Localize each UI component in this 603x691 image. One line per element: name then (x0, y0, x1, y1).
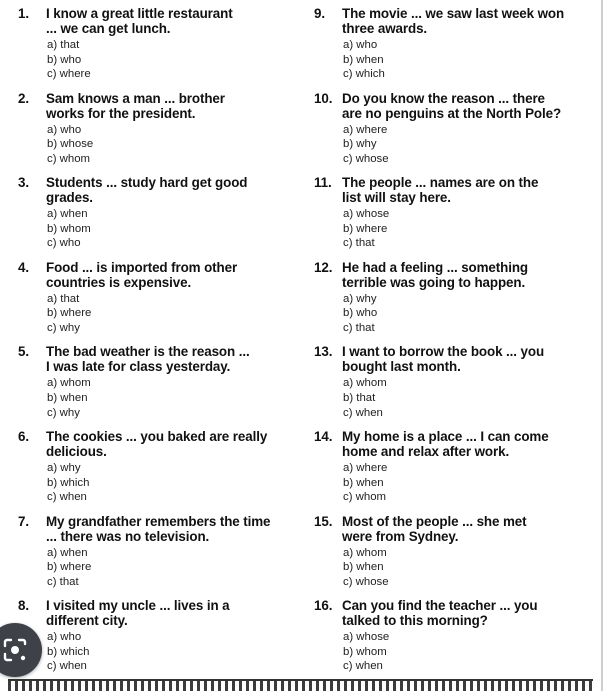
question-number: 3. (18, 175, 29, 191)
question-text-line: The movie ... we saw last week won (342, 6, 565, 21)
question-text-line: He had a feeling ... something (342, 259, 528, 275)
question-number: 6. (18, 428, 29, 444)
options-list (314, 461, 599, 505)
option-b: b) why (343, 138, 377, 151)
question-text-line: grades. (46, 190, 93, 206)
question-text-line: Sam knows a man ... brother (46, 90, 225, 106)
options-list (18, 376, 303, 420)
question-text-line: were from Sydney. (342, 528, 459, 544)
option-c: c) whom (47, 152, 91, 165)
option-c: c) whose (343, 152, 389, 165)
question-number: 8. (18, 598, 29, 614)
options-list (314, 38, 599, 82)
question-3 (18, 175, 303, 260)
question-number: 12. (314, 259, 333, 275)
options-list (18, 630, 303, 674)
question-number: 13. (314, 344, 333, 360)
question-text-line: different city. (46, 613, 128, 629)
option-b: b) that (343, 391, 376, 404)
option-c: c) when (47, 660, 87, 673)
question-11 (314, 175, 599, 260)
option-b: b) which (47, 476, 90, 489)
question-text-line: My grandfather remembers the time (46, 513, 271, 529)
question-1 (18, 6, 303, 91)
option-b: b) where (47, 561, 92, 574)
question-text-line: terrible was going to happen. (342, 274, 526, 290)
option-b: b) whose (47, 138, 94, 151)
option-b: b) whom (343, 645, 387, 658)
question-text-line: Do you know the reason ... there (342, 90, 545, 106)
option-a: a) when (47, 208, 88, 221)
question-number: 4. (18, 259, 29, 275)
question-text-line: countries is expensive. (46, 274, 192, 290)
question-text-line: The people ... names are on the (342, 175, 539, 191)
option-a: a) when (47, 546, 88, 559)
question-text-line: delicious. (46, 443, 107, 459)
question-text-line: I was late for class yesterday. (46, 359, 231, 375)
right-column (314, 6, 599, 683)
question-number: 14. (314, 428, 333, 444)
question-12 (314, 260, 599, 345)
option-a: a) whom (343, 377, 387, 390)
option-c: c) when (47, 491, 87, 504)
option-a: a) whom (47, 377, 91, 390)
option-a: a) whose (343, 208, 390, 221)
question-14 (314, 429, 599, 514)
question-2 (18, 91, 303, 176)
option-b: b) when (343, 53, 384, 66)
question-text-line: The cookies ... you baked are really (46, 428, 268, 444)
question-number: 15. (314, 513, 333, 529)
question-text-line: ... we can get lunch. (46, 21, 171, 36)
question-text-line: are no penguins at the North Pole? (342, 105, 562, 121)
option-c: c) why (47, 321, 80, 334)
option-b: b) which (47, 645, 90, 658)
question-text-line: Can you find the teacher ... you (342, 598, 538, 614)
option-b: b) when (343, 476, 384, 489)
question-number: 9. (314, 6, 325, 21)
option-b: b) where (343, 222, 388, 235)
question-text-line: ... there was no television. (46, 528, 210, 544)
question-text-line: Students ... study hard get good (46, 175, 248, 191)
option-a: a) that (47, 292, 80, 305)
question-text-line: I visited my uncle ... lives in a (46, 598, 230, 614)
question-text-line: Food ... is imported from other (46, 259, 238, 275)
option-a: a) why (47, 461, 81, 474)
question-9 (314, 6, 599, 91)
question-13 (314, 344, 599, 429)
option-a: a) whose (343, 631, 390, 644)
option-a: a) where (343, 461, 388, 474)
option-a: a) who (47, 123, 82, 136)
question-number: 2. (18, 90, 29, 106)
option-b: b) when (343, 561, 384, 574)
question-text-line: works for the president. (46, 105, 196, 121)
options-list (314, 546, 599, 590)
question-number: 10. (314, 90, 333, 106)
option-c: c) where (47, 68, 91, 81)
question-15 (314, 514, 599, 599)
left-column (18, 6, 303, 683)
camera-lens-icon (2, 637, 28, 663)
options-list (18, 123, 303, 167)
option-b: b) who (47, 53, 82, 66)
question-16 (314, 598, 599, 683)
question-number: 7. (18, 513, 29, 529)
option-c: c) whose (343, 575, 389, 588)
option-b: b) when (47, 391, 88, 404)
option-c: c) when (343, 660, 383, 673)
question-text-line: Most of the people ... she met (342, 513, 527, 529)
options-list (314, 630, 599, 674)
option-a: a) where (343, 123, 388, 136)
question-5 (18, 344, 303, 429)
question-number: 1. (18, 6, 29, 21)
question-text-line: bought last month. (342, 359, 461, 375)
option-c: c) whom (343, 491, 387, 504)
question-text-line: The bad weather is the reason ... (46, 344, 250, 360)
options-list (314, 292, 599, 336)
question-10 (314, 91, 599, 176)
options-list (314, 207, 599, 251)
option-b: b) where (47, 307, 92, 320)
options-list (314, 123, 599, 167)
question-number: 11. (314, 175, 332, 191)
question-number: 16. (314, 598, 333, 614)
option-c: c) who (47, 237, 81, 250)
options-list (18, 461, 303, 505)
options-list (314, 376, 599, 420)
options-list (18, 546, 303, 590)
option-a: a) who (47, 631, 82, 644)
bottom-pattern-strip (8, 681, 593, 691)
question-6 (18, 429, 303, 514)
question-text-line: I know a great little restaurant (46, 6, 233, 21)
option-c: c) that (343, 321, 375, 334)
option-c: c) that (47, 575, 79, 588)
question-text-line: I want to borrow the book ... you (342, 344, 545, 360)
option-a: a) whom (343, 546, 387, 559)
options-list (18, 292, 303, 336)
option-c: c) that (343, 237, 375, 250)
question-text-line: three awards. (342, 21, 428, 36)
question-number: 5. (18, 344, 29, 360)
option-a: a) who (343, 39, 378, 51)
question-7 (18, 514, 303, 599)
option-c: c) when (343, 406, 383, 419)
question-4 (18, 260, 303, 345)
option-b: b) who (343, 307, 378, 320)
question-8 (18, 598, 303, 683)
option-a: a) why (343, 292, 377, 305)
options-list (18, 38, 303, 82)
option-c: c) why (47, 406, 80, 419)
question-text-line: My home is a place ... I can come (342, 428, 549, 444)
option-c: c) which (343, 68, 385, 81)
options-list (18, 207, 303, 251)
option-b: b) whom (47, 222, 91, 235)
question-text-line: talked to this morning? (342, 613, 488, 629)
question-text-line: list will stay here. (342, 190, 451, 206)
option-a: a) that (47, 39, 80, 51)
question-text-line: home and relax after work. (342, 443, 510, 459)
